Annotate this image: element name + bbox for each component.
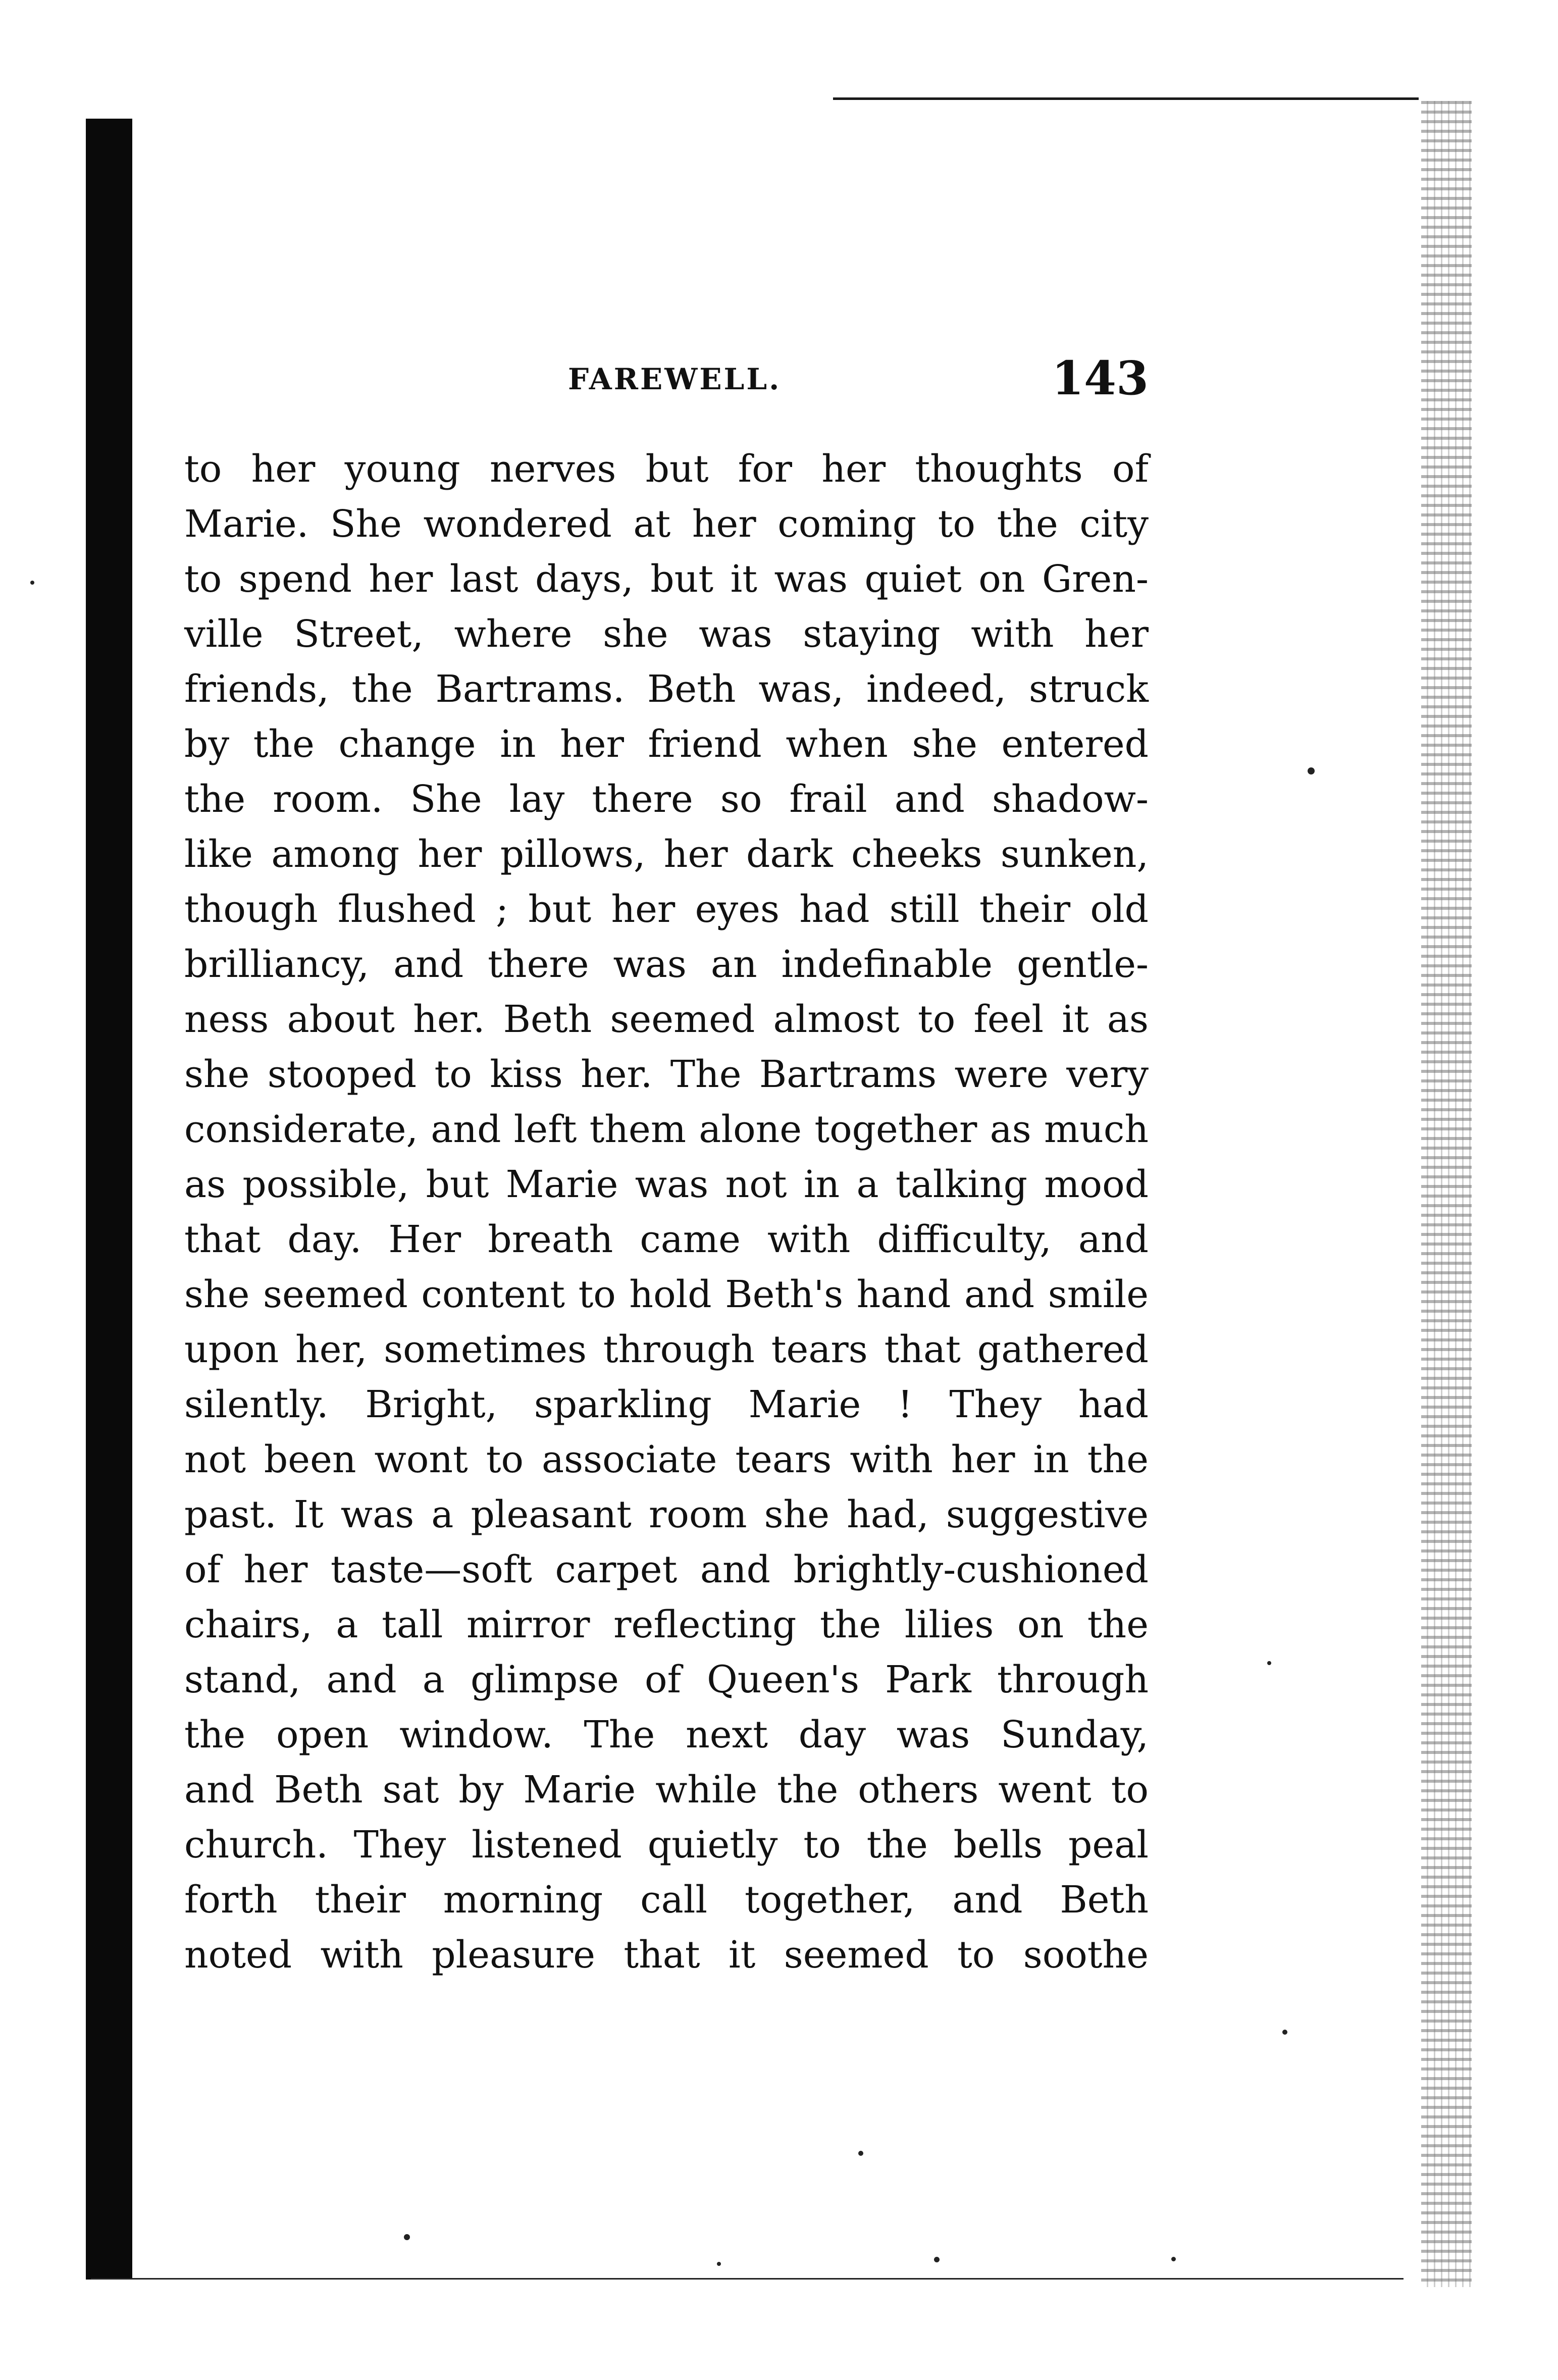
text-line: not been wont to associate tears with her in the <box>184 1438 1149 1481</box>
running-title: FAREWELL. <box>568 362 782 396</box>
text-line: forth their morning call together, and Beth <box>184 1878 1149 1922</box>
binding-shadow <box>86 119 132 2280</box>
scan-speck <box>934 2257 940 2262</box>
body-text <box>184 442 1149 1983</box>
scan-speck <box>1267 1661 1271 1665</box>
text-line: noted with pleasure that it seemed to soothe <box>184 1933 1149 1977</box>
text-line: considerate, and left them alone together as much <box>184 1108 1149 1151</box>
text-line: stand, and a glimpse of Queen's Park through <box>184 1658 1149 1701</box>
text-line: ness about her. Beth seemed almost to feel it as <box>184 998 1149 1041</box>
scan-speck <box>404 2234 410 2240</box>
text-line: the room. She lay there so frail and shadow- <box>184 778 1149 821</box>
text-line: brilliancy, and there was an indefinable gentle- <box>184 943 1149 986</box>
page-header <box>184 351 1149 406</box>
text-line: that day. Her breath came with difficulty, and <box>184 1218 1149 1261</box>
top-edge-rule <box>833 97 1419 100</box>
text-line: as possible, but Marie was not in a talking mood <box>184 1163 1149 1206</box>
text-line: she stooped to kiss her. The Bartrams were very <box>184 1053 1149 1096</box>
text-line: ville Street, where she was staying with her <box>184 612 1149 656</box>
text-line: she seemed content to hold Beth's hand and smile <box>184 1273 1149 1316</box>
scan-speck <box>717 2262 721 2266</box>
bottom-edge-rule <box>91 2278 1404 2280</box>
text-line: chairs, a tall mirror reflecting the lilies on the <box>184 1603 1149 1646</box>
text-line: though flushed ; but her eyes had still their old <box>184 888 1149 931</box>
text-line: by the change in her friend when she entered <box>184 722 1149 766</box>
text-line: to her young nerves but for her thoughts of <box>184 447 1149 491</box>
text-line: past. It was a pleasant room she had, suggestive <box>184 1493 1149 1536</box>
scan-speck <box>1282 2030 1287 2035</box>
text-line: church. They listened quietly to the bells peal <box>184 1823 1149 1867</box>
text-line: silently. Bright, sparkling Marie ! They had <box>184 1383 1149 1426</box>
text-line: the open window. The next day was Sunday, <box>184 1713 1149 1756</box>
text-line: of her taste—soft carpet and brightly-cushioned <box>184 1548 1149 1591</box>
text-line: upon her, sometimes through tears that gathered <box>184 1328 1149 1371</box>
scan-speck <box>858 2151 863 2156</box>
page-number: 143 <box>1051 351 1149 405</box>
text-line: Marie. She wondered at her coming to the city <box>184 502 1149 546</box>
text-line: to spend her last days, but it was quiet on Gren- <box>184 557 1149 601</box>
scan-speck <box>30 581 34 585</box>
page-edge-texture <box>1421 101 1472 2287</box>
text-line: like among her pillows, her dark cheeks sunken, <box>184 833 1149 876</box>
scan-speck <box>1171 2257 1176 2261</box>
text-line: friends, the Bartrams. Beth was, indeed, struck <box>184 667 1149 711</box>
text-line: and Beth sat by Marie while the others went to <box>184 1768 1149 1812</box>
scan-speck <box>1308 767 1315 774</box>
